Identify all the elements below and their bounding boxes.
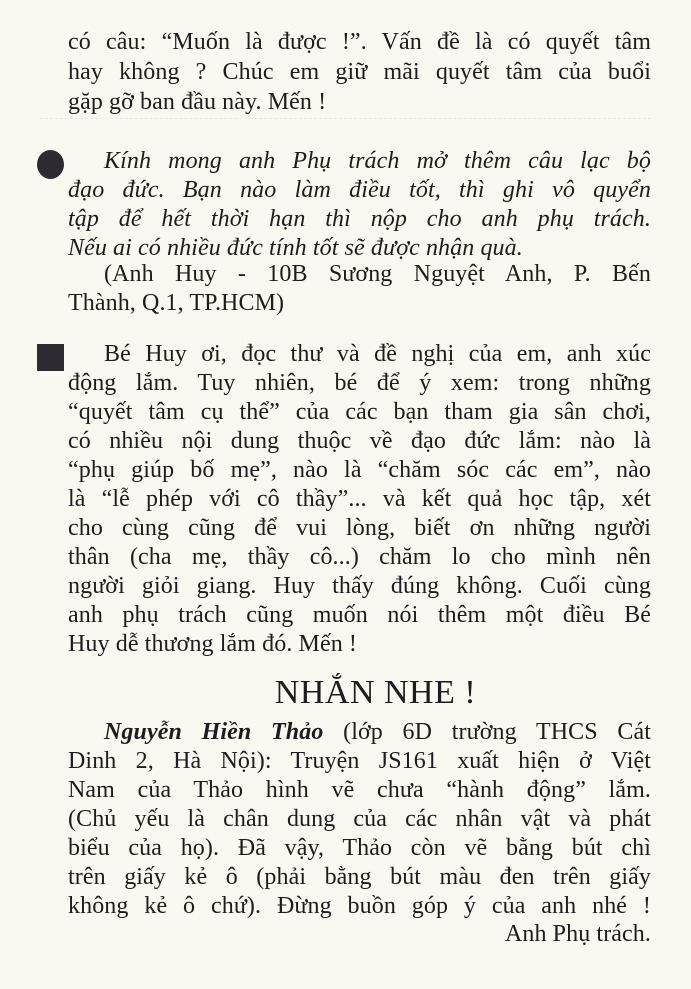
signature: Anh Phụ trách. xyxy=(504,921,651,947)
nhan-nhe-line: Nam của Thảo hình vẽ chưa “hành động” lắm. xyxy=(68,777,651,803)
reply-line: Bé Huy ơi, đọc thư và đề nghị của em, anh xúc xyxy=(104,341,651,367)
square-bullet-icon xyxy=(37,344,64,371)
reply-line: “quyết tâm cụ thể” của các bạn tham gia sân chơi, xyxy=(68,399,651,425)
recipient-name: Nguyễn Hiền Thảo xyxy=(104,719,324,745)
bleed-through-rule xyxy=(40,118,651,120)
reply-line: người giỏi giang. Huy thấy đúng không. Cuối cùng xyxy=(68,573,651,599)
reply-line: Huy dễ thương lắm đó. Mến ! xyxy=(68,631,358,657)
text-line: gặp gỡ ban đầu này. Mến ! xyxy=(68,89,327,115)
nhan-nhe-line: trên giấy kẻ ô (phải bằng bút màu đen trên giấy xyxy=(68,864,651,890)
letter-line: Nếu ai có nhiều đức tính tốt sẽ được nhận quà. xyxy=(68,235,523,261)
reply-line: anh phụ trách cũng muốn nói thêm một điều Bé xyxy=(68,602,651,628)
reply-line: “phụ giúp bố mẹ”, nào là “chăm sóc các em”, nào xyxy=(68,457,651,483)
reply-line: cho cùng cũng để vui lòng, biết ơn những người xyxy=(68,515,651,541)
letter-line: Kính mong anh Phụ trách mở thêm câu lạc bộ xyxy=(104,148,651,174)
nhan-nhe-line: (Chủ yếu là chân dung của các nhân vật và phát xyxy=(68,806,651,832)
text-line: có câu: “Muốn là được !”. Vấn đề là có quyết tâm xyxy=(68,29,651,55)
circle-bullet-icon xyxy=(37,150,64,179)
reply-line: có nhiều nội dung thuộc về đạo đức lắm: nào là xyxy=(68,428,651,454)
nhan-nhe-line: không kẻ ô chứ). Đừng buồn góp ý của anh nhé ! xyxy=(68,893,651,919)
text-line: hay không ? Chúc em giữ mãi quyết tâm của buổi xyxy=(68,59,651,85)
letter-signature-line: (Anh Huy - 10B Sương Nguyệt Anh, P. Bến xyxy=(104,261,651,287)
letter-signature-line: Thành, Q.1, TP.HCM) xyxy=(68,290,285,316)
nhan-nhe-first-line xyxy=(104,718,651,747)
reply-line: là “lễ phép với cô thầy”... và kết quả học tập, xét xyxy=(68,486,651,512)
reply-line: động lắm. Tuy nhiên, bé để ý xem: trong những xyxy=(68,370,651,396)
nhan-nhe-line: Dinh 2, Hà Nội): Truyện JS161 xuất hiện ở Việt xyxy=(68,748,651,774)
section-heading: NHẮN NHE ! xyxy=(274,674,477,711)
letter-line: đạo đức. Bạn nào làm điều tốt, thì ghi vô quyển xyxy=(68,177,651,203)
recipient-details: (lớp 6D trường THCS Cát xyxy=(323,719,652,745)
nhan-nhe-line: biểu của họ). Đã vậy, Thảo còn vẽ bằng bút chì xyxy=(68,835,651,861)
letter-line: tập để hết thời hạn thì nộp cho anh phụ trách. xyxy=(68,206,651,232)
reply-line: thân (cha mẹ, thầy cô...) chăm lo cho mình nên xyxy=(68,544,651,570)
